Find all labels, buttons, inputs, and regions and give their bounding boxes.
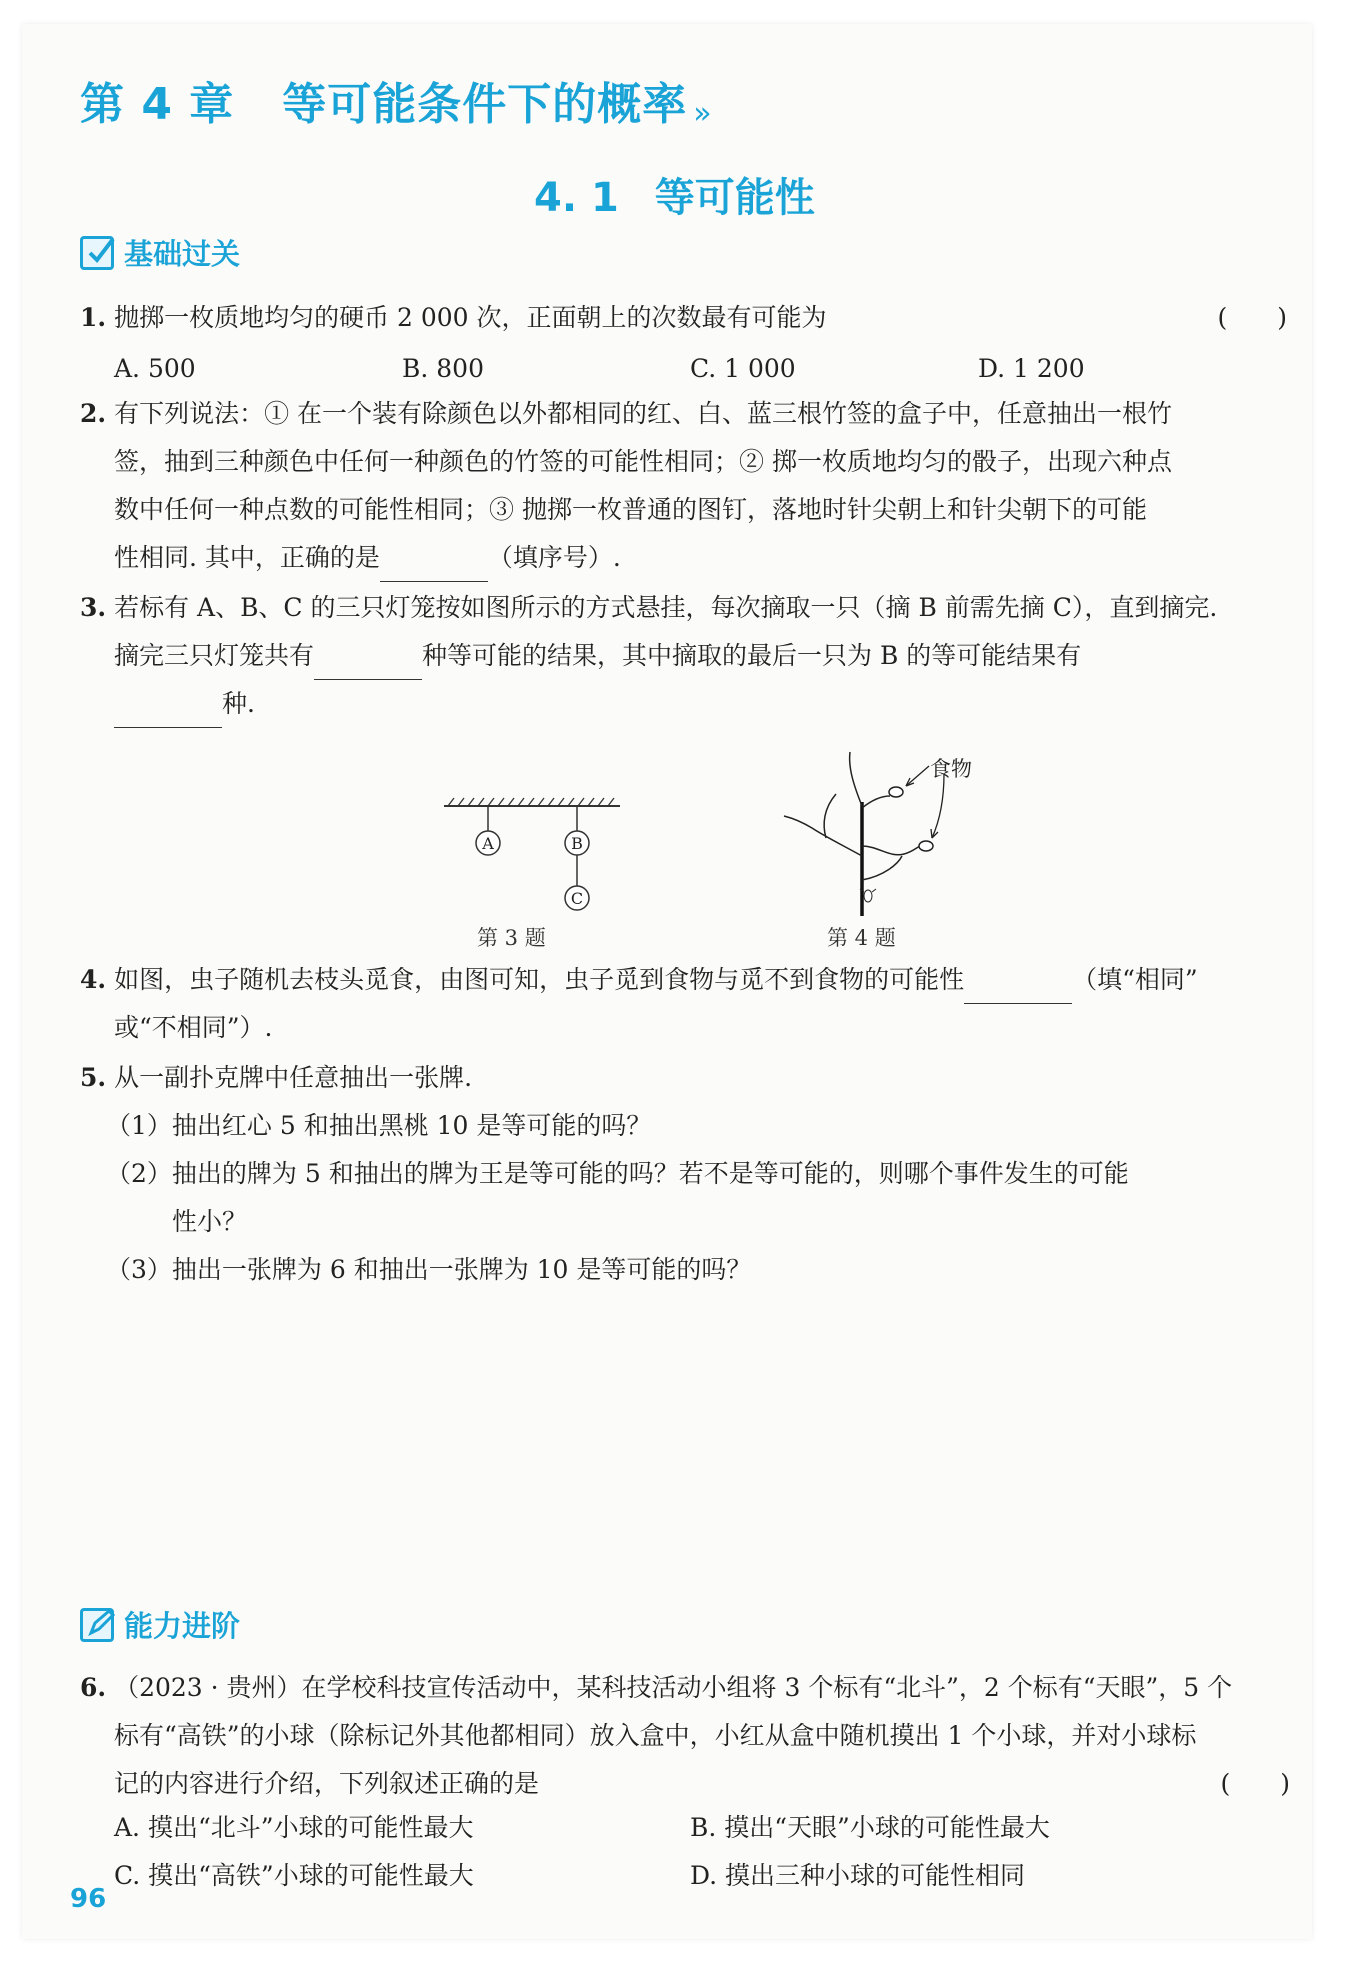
question-line: 标有“高铁”的小球（除标记外其他都相同）放入盒中，小红从盒中随机摸出 1 个小球，并对小球标: [114, 1721, 1197, 1750]
question-line: 数中任何一种点数的可能性相同；③ 抛掷一枚普通的图钉，落地时针尖朝上和针尖朝下的可能: [114, 495, 1147, 524]
sub-question-1: （1）抽出红心 5 和抽出黑桃 10 是等可能的吗？: [106, 1111, 652, 1140]
figure-3-caption: 第 3 题: [477, 926, 546, 950]
answer-parentheses: ( ): [1220, 1769, 1290, 1798]
chapter-number: 第 4 章: [80, 79, 235, 130]
branch: [850, 752, 862, 806]
answer-parentheses: ( ): [1217, 303, 1287, 332]
branch: [862, 856, 902, 880]
question-line: 或“不相同”）.: [114, 1013, 273, 1042]
band-advanced-label: 能力进阶: [124, 1609, 241, 1643]
question-line: 签，抽到三种颜色中任何一种颜色的竹签的可能性相同；② 掷一枚质地均匀的骰子，出现六种点: [114, 447, 1172, 476]
band-basic-label: 基础过关: [124, 237, 241, 271]
question-4: [80, 956, 1290, 1052]
question-number: 1.: [80, 303, 107, 332]
food-dot: [919, 841, 933, 851]
page-number: 96: [70, 1884, 107, 1914]
answer-blank: [964, 973, 1072, 1004]
sub-question-2-cont: 性小？: [172, 1207, 248, 1236]
option-a: A. 500: [114, 354, 196, 383]
chapter-arrows-icon: »: [693, 96, 713, 131]
sub-question-3: （3）抽出一张牌为 6 和抽出一张牌为 10 是等可能的吗？: [106, 1255, 752, 1284]
band-advanced: [80, 1604, 240, 1645]
answer-blank: [114, 697, 222, 728]
chapter-heading: [80, 68, 713, 132]
question-line: （填序号）.: [487, 543, 621, 572]
question-number: 3.: [80, 593, 107, 622]
question-line: 记的内容进行介绍，下列叙述正确的是: [114, 1769, 540, 1798]
question-line: 性相同. 其中，正确的是: [114, 543, 380, 572]
question-5: [80, 1054, 1290, 1294]
question-number: 4.: [80, 965, 107, 994]
question-number: 2.: [80, 399, 107, 428]
band-basic: [80, 232, 240, 273]
question-2: [80, 390, 1290, 582]
food-dot: [889, 787, 903, 797]
answer-blank: [314, 649, 422, 680]
food-label: 食物: [930, 757, 972, 781]
question-line: 种等可能的结果，其中摘取的最后一只为 B 的等可能结果有: [422, 641, 1082, 670]
answer-blank: [380, 551, 488, 582]
option-d: D. 1 200: [978, 354, 1085, 383]
branch: [862, 796, 890, 808]
figure-4-caption: 第 4 题: [827, 926, 896, 950]
branch-figure: [764, 746, 994, 918]
checkbox-icon: [80, 236, 114, 270]
branch: [784, 816, 862, 856]
bar-hatching: [448, 798, 614, 806]
question-6: [80, 1664, 1290, 1808]
question-line: （2023 · 贵州）在学校科技宣传活动中，某科技活动小组将 3 个标有“北斗”，2 个标有“天眼”，5 个: [114, 1673, 1233, 1702]
option-c: C. 1 000: [690, 354, 796, 383]
lantern-a-label: A: [482, 834, 494, 853]
question-line: 有下列说法：① 在一个装有除颜色以外都相同的红、白、蓝三根竹签的盒子中，任意抽出一根竹: [114, 399, 1173, 428]
option-b: B. 摸出“天眼”小球的可能性最大: [690, 1813, 1050, 1842]
branch: [824, 794, 836, 838]
option-b: B. 800: [402, 354, 484, 383]
sub-question-2: （2）抽出的牌为 5 和抽出的牌为王是等可能的吗？若不是等可能的，则哪个事件发生的可能: [106, 1159, 1129, 1188]
question-number: 6.: [80, 1673, 107, 1702]
option-a: A. 摸出“北斗”小球的可能性最大: [114, 1813, 474, 1842]
section-heading: [534, 166, 815, 223]
question-line: （填“相同”: [1072, 965, 1198, 994]
lantern-b-label: B: [571, 834, 583, 853]
lantern-c-label: C: [570, 889, 584, 908]
pencil-icon: [80, 1608, 114, 1642]
section-title: 等可能性: [654, 175, 815, 221]
chapter-title: 等可能条件下的概率: [282, 79, 688, 130]
option-d: D. 摸出三种小球的可能性相同: [690, 1861, 1026, 1890]
question-line: 摘完三只灯笼共有: [114, 641, 315, 670]
option-c: C. 摸出“高铁”小球的可能性最大: [114, 1861, 474, 1890]
question-1: [80, 294, 1287, 342]
question-line: 如图，虫子随机去枝头觅食，由图可知，虫子觅到食物与觅不到食物的可能性: [114, 965, 965, 994]
question-3: [80, 584, 1290, 728]
question-number: 5.: [80, 1063, 107, 1092]
question-text: 从一副扑克牌中任意抽出一张牌.: [114, 1063, 473, 1092]
question-line: 种.: [222, 689, 255, 718]
section-number: 4. 1: [534, 175, 619, 221]
lantern-figure: [422, 786, 632, 926]
question-line: 若标有 A、B、C 的三只灯笼按如图所示的方式悬挂，每次摘取一只（摘 B 前需先摘 C），直到摘完.: [114, 593, 1218, 622]
branch: [862, 846, 920, 855]
question-text: 抛掷一枚质地均匀的硬币 2 000 次，正面朝上的次数最有可能为: [114, 303, 827, 332]
workbook-page: [22, 24, 1312, 1939]
